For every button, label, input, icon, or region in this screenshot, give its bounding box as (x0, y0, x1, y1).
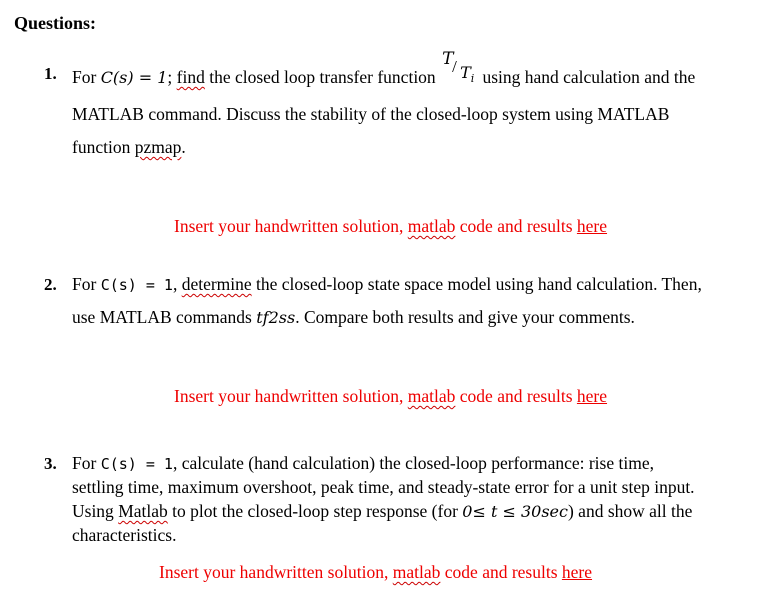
text: ; (167, 67, 177, 87)
text: use MATLAB commands (72, 307, 257, 327)
question-1-line-1 (72, 49, 696, 88)
spellcheck-word: find (176, 67, 205, 87)
text: . Compare both results and give your comments. (295, 307, 635, 327)
text: code and results (455, 216, 577, 236)
text: Insert your handwritten solution, (174, 216, 408, 236)
math-expression: C(s) = 1 (100, 276, 173, 294)
text: code and results (455, 386, 577, 406)
question-3-line-3 (72, 501, 692, 522)
text: Using (72, 501, 119, 521)
text: Insert your handwritten solution, (174, 386, 408, 406)
text: function (72, 137, 135, 157)
question-3-line-4: characteristics. (72, 525, 177, 545)
text: code and results (440, 562, 562, 582)
spellcheck-word: Matlab (118, 501, 168, 521)
question-number: 3. (44, 454, 57, 473)
fraction-denominator (460, 63, 474, 85)
fraction-slash: / (452, 57, 457, 76)
spellcheck-word: determine (181, 274, 252, 294)
question-number: 1. (44, 64, 57, 83)
spellcheck-word: pzmap (134, 137, 182, 157)
spellcheck-word: matlab (407, 386, 456, 406)
denominator-symbol: T (460, 63, 471, 82)
question-3-line-2: settling time, maximum overshoot, peak time, and steady-state error for a unit step input. (72, 477, 695, 497)
math-expression: C(s) = 1 (100, 455, 173, 473)
question-number: 2. (44, 275, 57, 294)
fraction-numerator: T (442, 49, 454, 69)
denominator-subscript: i (470, 72, 475, 86)
here-link[interactable]: here (576, 386, 608, 406)
here-link[interactable]: here (561, 562, 593, 582)
text: , calculate (hand calculation) the closed-loop performance: rise time, (172, 453, 654, 473)
text: the closed loop transfer function (204, 67, 441, 87)
fraction-t-over-ti (440, 49, 478, 86)
questions-heading: Questions: (14, 13, 97, 33)
insert-solution-3 (159, 562, 592, 583)
text: For (72, 274, 101, 294)
text: For (72, 67, 101, 87)
text: ) and show all the (567, 501, 693, 521)
text: using hand calculation and the (478, 67, 696, 87)
matlab-command: tf2ss (256, 308, 296, 327)
here-link[interactable]: here (576, 216, 608, 236)
text: . (181, 137, 186, 157)
insert-solution-1 (174, 216, 607, 237)
question-1-line-2: MATLAB command. Discuss the stability of the closed-loop system using MATLAB (72, 104, 670, 124)
math-expression: 0≤ t ≤ 30sec (462, 502, 568, 521)
question-1-line-3 (72, 137, 186, 158)
text: the closed-loop state space model using hand calculation. Then, (251, 274, 702, 294)
text: to plot the closed-loop step response (for (167, 501, 463, 521)
math-expression: C(s) = 1 (100, 68, 168, 87)
spellcheck-word: matlab (392, 562, 441, 582)
insert-solution-2 (174, 386, 607, 407)
text: , (172, 274, 182, 294)
text: Insert your handwritten solution, (159, 562, 393, 582)
spellcheck-word: matlab (407, 216, 456, 236)
question-2-line-1 (72, 274, 702, 295)
text: For (72, 453, 101, 473)
question-2-line-2 (72, 307, 635, 328)
question-3-line-1 (72, 453, 654, 474)
